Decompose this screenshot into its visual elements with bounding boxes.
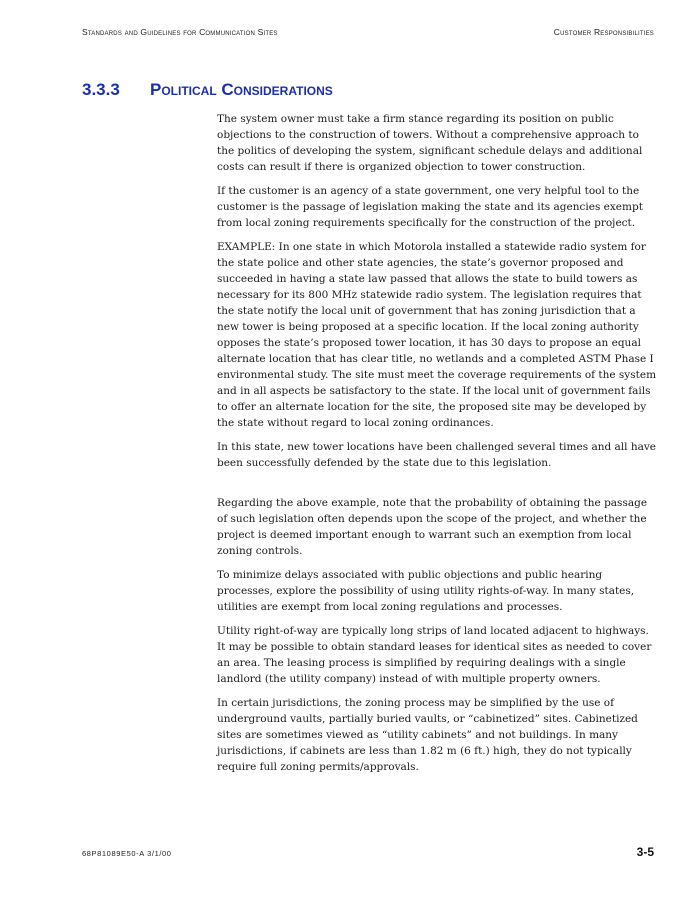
paragraph: If the customer is an agency of a state government, one very helpful tool to the customer is the passage of legislation making the state and its agencies exempt from local zoning requirements specifically for the construction of the project. <box>217 185 643 229</box>
paragraph: The system owner must take a firm stance regarding its position on public objections to the construction of towers. Without a comprehensive approach to the politics of developing the system, significant schedule delays and additional costs can result if there is organized objection to tower construction. <box>217 113 643 173</box>
example-label: EXAMPLE: <box>217 241 276 253</box>
running-header-right: Customer Responsibilities <box>553 27 654 37</box>
section-number: 3.3.3 <box>82 80 120 99</box>
running-header-left: Standards and Guidelines for Communication Sites <box>82 27 278 37</box>
paragraph: Utility right-of-way are typically long strips of land located adjacent to highways. It may be possible to obtain standard leases for identical sites as needed to cover an area. The leasing process is simplified by requiring dealings with a single landlord (the utility company) instead of with multiple property owners. <box>217 625 652 685</box>
paragraph: To minimize delays associated with public objections and public hearing processes, explore the possibility of using utility rights-of-way. In many states, utilities are exempt from local zoning regulations and processes. <box>217 569 635 613</box>
example-text: In one state in which Motorola installed a statewide radio system for the state police and other state agencies, the state’s governor proposed and succeeded in having a state law passed that allows the state to build towers as necessary for its 800 MHz statewide radio system. The legislation requires that the state notify the local unit of government that has zoning jurisdiction that a new tower is being proposed at a specific location. If the local zoning authority opposes the state’s proposed tower location, it has 30 days to propose an equal alternate location that has clear title, no wetlands and a completed ASTM Phase I environmental study. The site must meet the coverage requirements of the system and in all aspects be satisfactory to the state. If the local unit of government fails to offer an alternate location for the site, the proposed site may be developed by the state without regard to local zoning ordinances. <box>217 241 657 429</box>
section-title: Political Considerations <box>150 80 333 99</box>
page-number: 3-5 <box>636 845 654 859</box>
body-text <box>217 111 657 783</box>
example-followup: In this state, new tower locations have been challenged several times and all have been successfully defended by the state due to this legislation. <box>217 441 657 469</box>
paragraph: Regarding the above example, note that the probability of obtaining the passage of such legislation often depends upon the scope of the project, and whether the project is deemed important enough to warrant such an exemption from local zoning controls. <box>217 497 648 557</box>
paragraph: In certain jurisdictions, the zoning process may be simplified by the use of underground vaults, partially buried vaults, or “cabinetized” sites. Cabinetized sites are sometimes viewed as “utility cabinets” and not buildings. In many jurisdictions, if cabinets are less than 1.82 m (6 ft.) high, they do not typically require full zoning permits/approvals. <box>217 697 638 773</box>
footer-doc-id: 68P81089E50-A 3/1/00 <box>82 849 172 858</box>
section-heading <box>82 80 333 100</box>
spacer <box>217 479 657 495</box>
example-paragraph <box>217 239 657 431</box>
